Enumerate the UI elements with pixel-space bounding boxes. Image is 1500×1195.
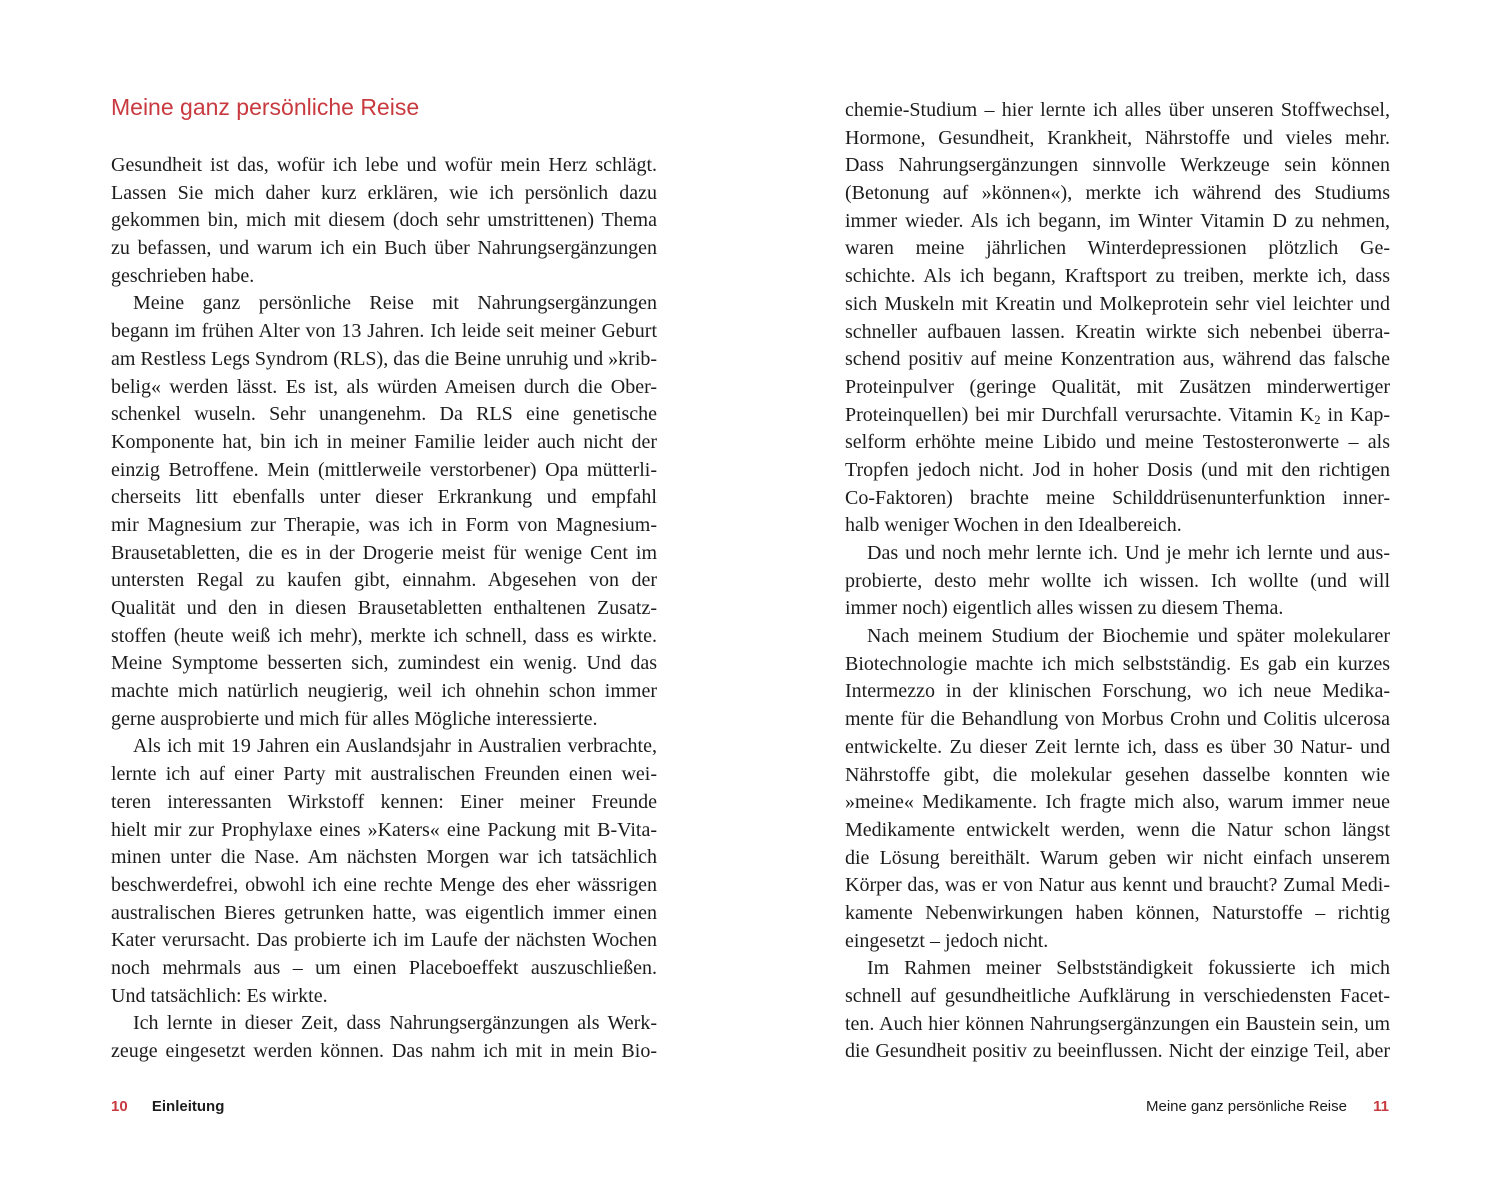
left-body-text [111, 152, 657, 1066]
text-line: immer wieder. Als ich begann, im Winter Vitamin D zu nehmen, [845, 209, 1390, 232]
text-line: (Betonung auf »können«), merkte ich während des Studiums [845, 182, 1390, 205]
text-line: teren interessanten Wirkstoff kennen: Einer meiner Freunde [111, 790, 657, 813]
text-line: Nährstoffe gibt, die molekular gesehen dasselbe konnten wie [845, 763, 1390, 786]
right-page-footer [1146, 1098, 1389, 1115]
text-line: halb weniger Wochen in den Idealbereich. [845, 514, 1182, 537]
text-line: Im Rahmen meiner Selbstständigkeit fokussierte ich mich [867, 957, 1390, 980]
text-line-vitamin-k2 [845, 402, 1390, 430]
text-line: Gesundheit ist das, wofür ich lebe und wofür mein Herz schlägt. [111, 154, 657, 176]
text-line: kamente Nebenwirkungen haben können, Naturstoffe – richtig [845, 901, 1390, 924]
text-line: Dass Nahrungsergänzungen sinnvolle Werkzeuge sein können [845, 154, 1390, 177]
text-line: noch mehrmals aus – um einen Placeboeffekt auszuschließen. [111, 956, 657, 979]
text-line: Tropfen jedoch nicht. Jod in hoher Dosis (und mit den richtigen [845, 458, 1390, 481]
text-line: zu befassen, und warum ich ein Buch über Nahrungsergänzungen [111, 237, 657, 260]
text-line: die Lösung bereithält. Warum geben wir nicht einfach unserem [845, 846, 1390, 869]
subscript-2: 2 [1314, 411, 1321, 427]
text-line: chemie-Studium – hier lernte ich alles über unseren Stoffwechsel, [845, 99, 1390, 121]
text-line: beschwerdefrei, obwohl ich eine rechte Menge des eher wässrigen [111, 873, 657, 896]
text-line: schichte. Als ich begann, Kraftsport zu treiben, merkte ich, dass [845, 265, 1390, 288]
text-line: machte mich natürlich neugierig, weil ich ohnehin schon immer [111, 680, 657, 703]
text-line: schend positiv auf meine Konzentration aus, während das falsche [845, 348, 1390, 371]
page-number: 10 [111, 1098, 128, 1115]
text-line: Intermezzo in der klinischen Forschung, wo ich neue Medika- [845, 680, 1390, 703]
text-line: australischen Bieres getrunken hatte, was eigentlich immer einen [111, 901, 657, 924]
text-line: gekommen bin, mich mit diesem (doch sehr umstrittenen) Thema [111, 209, 657, 232]
text-line: gerne ausprobierte und mich für alles Mögliche interessierte. [111, 707, 598, 730]
text-line: minen unter die Nase. Am nächsten Morgen war ich tatsächlich [111, 846, 657, 869]
text-line: Und tatsächlich: Es wirkte. [111, 984, 328, 1007]
text-line: zeuge eingesetzt werden können. Das nahm ich mit in mein Bio- [111, 1040, 657, 1062]
page-number: 11 [1373, 1098, 1389, 1115]
text-line: immer noch) eigentlich alles wissen zu diesem Thema. [845, 597, 1284, 620]
text-line: Proteinpulver (geringe Qualität, mit Zusätzen minderwertiger [845, 375, 1390, 398]
text-line: am Restless Legs Syndrom (RLS), das die Beine unruhig und »krib- [111, 347, 658, 370]
text-line: schnell auf gesundheitliche Aufklärung in verschiedensten Facet- [845, 985, 1390, 1007]
text-line: Als ich mit 19 Jahren ein Auslandsjahr in Australien verbrachte, [133, 735, 657, 758]
text-line: untersten Regal zu kaufen gibt, einnahm. Abgesehen von der [111, 569, 657, 592]
section-label: Einleitung [151, 1098, 225, 1115]
text-line: probierte, desto mehr wollte ich wissen. Ich wollte (und will [845, 569, 1390, 592]
text-line: Meine ganz persönliche Reise mit Nahrungsergänzungen [133, 292, 657, 315]
chapter-heading: Meine ganz persönliche Reise [111, 94, 420, 120]
text-line: eingesetzt – jedoch nicht. [845, 929, 1049, 952]
text-line: Meine Symptome besserten sich, zumindest ein wenig. Und das [111, 652, 657, 675]
text-line: geschrieben habe. [111, 264, 255, 287]
text-line: Proteinquellen) bei mir Durchfall verursachte. Vitamin K [845, 403, 1315, 426]
text-line: Qualität und den in diesen Brausetabletten enthaltenen Zusatz- [111, 597, 657, 619]
text-line: Brausetabletten, die es in der Drogerie meist für wenige Cent im [111, 541, 657, 564]
text-line: stoffen (heute weiß ich mehr), merkte ich schnell, dass es wirkte. [111, 624, 657, 647]
text-line: mente für die Behandlung von Morbus Crohn und Colitis ulcerosa [845, 708, 1390, 731]
text-line: belig« werden lässt. Es ist, als würden Ameisen durch die Ober- [111, 375, 657, 398]
text-line: mir Magnesium zur Therapie, was ich in Form von Magnesium- [111, 513, 657, 536]
text-line: schneller aufbauen lassen. Kreatin wirkte sich nebenbei überra- [845, 320, 1390, 343]
text-line: Medikamente entwickelt werden, wenn die Natur schon längst [845, 818, 1390, 841]
text-line: Nach meinem Studium der Biochemie und später molekularer [867, 625, 1390, 648]
text-line: Kater verursacht. Das probierte ich im Laufe der nächsten Wochen [111, 929, 657, 952]
text-line: entwickelte. Zu dieser Zeit lernte ich, dass es über 30 Natur- und [845, 735, 1390, 758]
text-line: selform erhöhte meine Libido und meine Testosteronwerte – als [845, 431, 1390, 454]
text-line: begann im frühen Alter von 13 Jahren. Ich leide seit meiner Geburt [111, 320, 657, 343]
text-line: die Gesundheit positiv zu beeinflussen. Nicht der einzige Teil, aber [845, 1040, 1390, 1063]
text-line: waren meine jährlichen Winterdepressionen plötzlich Ge- [845, 237, 1390, 260]
text-line: hielt mir zur Prophylaxe eines »Katers« eine Packung mit B-Vita- [111, 818, 657, 841]
text-line: cherseits litt ebenfalls unter dieser Erkrankung und empfahl [111, 486, 657, 509]
text-line: Lassen Sie mich daher kurz erklären, wie ich persönlich dazu [111, 181, 657, 204]
text-line: einzig Betroffene. Mein (mittlerweile verstorbener) Opa mütterli- [111, 458, 657, 481]
text-line: »meine« Medikamente. Ich fragte mich also, warum immer neue [845, 791, 1390, 814]
text-line: Körper das, was er von Natur aus kennt und braucht? Zumal Medi- [845, 874, 1390, 897]
text-line: sich Muskeln mit Kreatin und Molkeprotein sehr viel leichter und [845, 292, 1390, 315]
line-tail: in Kap- [1320, 403, 1390, 426]
running-title: Meine ganz persönliche Reise [1146, 1098, 1347, 1115]
text-line: Co-Faktoren) brachte meine Schilddrüsenunterfunktion inner- [845, 486, 1390, 509]
left-page-footer [111, 1098, 224, 1115]
text-line: Komponente hat, bin ich in meiner Familie leider auch nicht der [111, 430, 657, 453]
text-line: Biotechnologie machte ich mich selbstständig. Es gab ein kurzes [845, 652, 1390, 675]
text-line: Hormone, Gesundheit, Krankheit, Nährstoffe und vieles mehr. [845, 126, 1390, 149]
text-line: lernte ich auf einer Party mit australischen Freunden einen wei- [111, 763, 657, 786]
right-body-text [845, 97, 1390, 1066]
text-line: Ich lernte in dieser Zeit, dass Nahrungsergänzungen als Werk- [133, 1012, 657, 1035]
text-line: Das und noch mehr lernte ich. Und je mehr ich lernte und aus- [867, 542, 1390, 564]
right-page [750, 0, 1500, 1195]
text-line: ten. Auch hier können Nahrungsergänzungen ein Baustein sein, um [845, 1012, 1390, 1035]
text-line: schenkel wuseln. Sehr unangenehm. Da RLS eine genetische [111, 403, 657, 426]
